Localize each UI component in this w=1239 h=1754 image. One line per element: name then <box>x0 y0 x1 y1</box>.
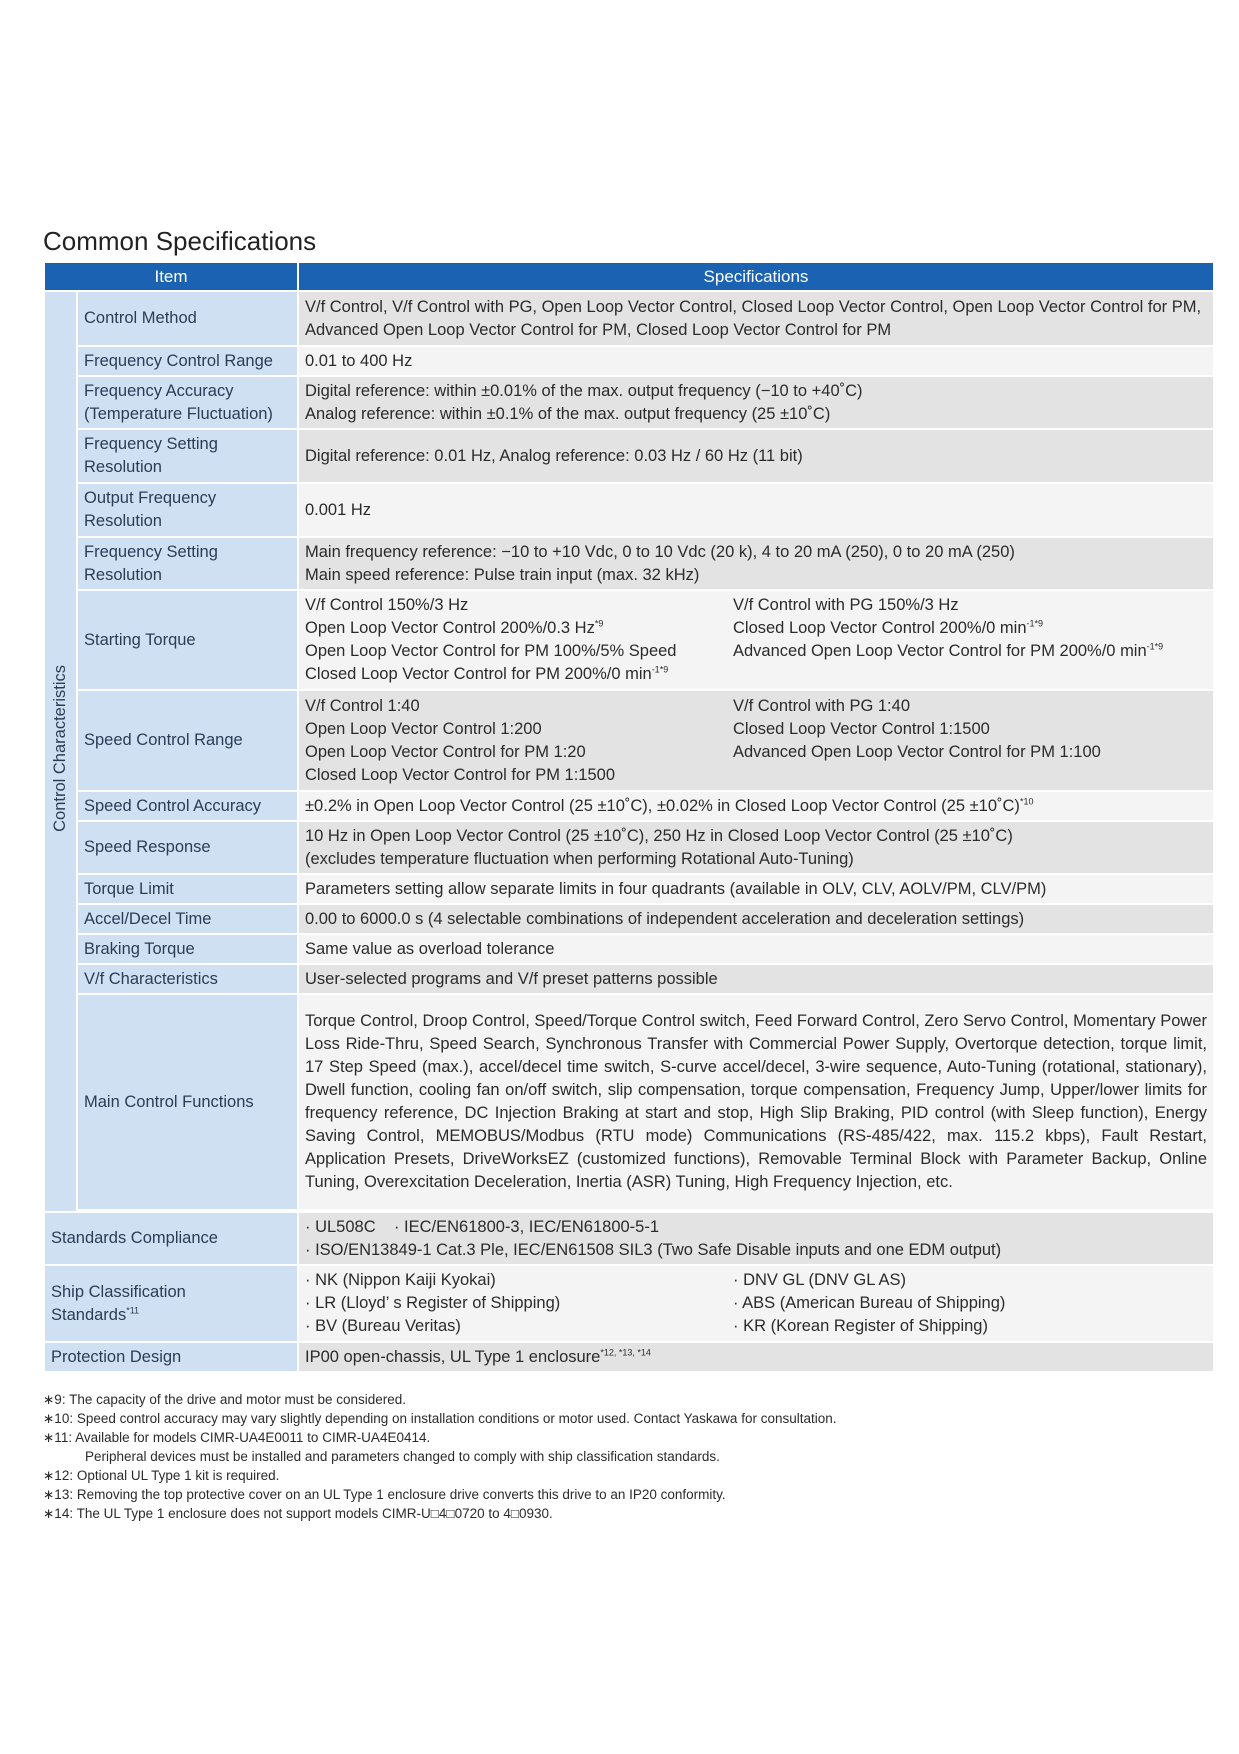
footnote-ref: -1*9 <box>651 664 669 675</box>
row-label: Speed Control Range <box>77 690 298 791</box>
row-label: Speed Response <box>77 821 298 874</box>
table-row <box>44 934 1214 964</box>
footnote: ∗13: Removing the top protective cover on an UL Type 1 enclosure drive converts this drive to an IP20 conformity. <box>43 1487 726 1502</box>
row-label <box>44 1265 298 1342</box>
group-label: Control Characteristics <box>51 664 69 832</box>
table-row <box>44 590 1214 690</box>
row-value-line: Open Loop Vector Control 1:200 <box>305 719 542 738</box>
row-value-line: Main speed reference: Pulse train input (max. 32 kHz) <box>305 565 700 584</box>
row-value: 0.01 to 400 Hz <box>298 346 1214 376</box>
footnote-ref: *9 <box>594 618 604 629</box>
row-value-line: · ISO/EN13849-1 Cat.3 Ple, IEC/EN61508 SIL3 (Two Safe Disable inputs and one EDM output) <box>305 1240 1002 1259</box>
row-label: Speed Control Accuracy <box>77 791 298 821</box>
row-value-line: Advanced Open Loop Vector Control for PM 1:100 <box>733 742 1101 761</box>
table-row <box>44 1212 1214 1265</box>
table-row <box>44 1342 1214 1372</box>
table-row <box>44 964 1214 994</box>
row-value: User-selected programs and V/f preset patterns possible <box>298 964 1214 994</box>
table-row <box>44 821 1214 874</box>
footnote: ∗12: Optional UL Type 1 kit is required. <box>43 1468 280 1483</box>
row-label: Main Control Functions <box>77 994 298 1210</box>
row-label: Torque Limit <box>77 874 298 904</box>
row-value-line: (excludes temperature fluctuation when performing Rotational Auto-Tuning) <box>305 849 854 868</box>
row-value-line: · IEC/EN61800-3, IEC/EN61800-5-1 <box>393 1217 660 1236</box>
row-value <box>298 1342 1214 1372</box>
row-label: Accel/Decel Time <box>77 904 298 934</box>
row-label: Control Method <box>77 291 298 346</box>
row-value-line: Closed Loop Vector Control 200%/0 min <box>733 619 1027 637</box>
row-label: Standards Compliance <box>44 1212 298 1265</box>
row-value: 0.001 Hz <box>298 483 1214 537</box>
footnote-ref: -1*9 <box>1146 641 1164 652</box>
table-row <box>44 690 1214 791</box>
group-cell <box>44 291 77 1212</box>
row-value: V/f Control, V/f Control with PG, Open Loop Vector Control, Closed Loop Vector Control, Open Loop Vector Control for PM, Advanced Open Loop Vector Control for PM, Closed Loop Vector Control for PM <box>298 291 1214 346</box>
row-label: Protection Design <box>44 1342 298 1372</box>
row-label <box>77 429 298 483</box>
row-value-line: Analog reference: within ±0.1% of the max. output frequency (25 ±10˚C) <box>305 404 831 423</box>
footnote-ref: *12, *13, *14 <box>600 1347 651 1357</box>
row-value-right-column <box>733 594 1184 686</box>
footnote: ∗9: The capacity of the drive and motor must be considered. <box>43 1392 407 1407</box>
row-label <box>77 376 298 429</box>
row-label-line: Frequency Setting <box>84 542 218 561</box>
spec-header: Specifications <box>298 262 1214 291</box>
row-value-line: Closed Loop Vector Control 1:1500 <box>733 719 990 738</box>
row-label <box>77 483 298 537</box>
row-value-line: V/f Control 1:40 <box>305 696 420 715</box>
footnote: ∗11: Available for models CIMR-UA4E0011 to CIMR-UA4E0414. <box>43 1430 431 1445</box>
row-label-line: Ship Classification <box>51 1282 186 1301</box>
row-value: Digital reference: 0.01 Hz, Analog reference: 0.03 Hz / 60 Hz (11 bit) <box>298 429 1214 483</box>
row-value-line: Open Loop Vector Control 200%/0.3 Hz <box>305 619 595 637</box>
row-value-line: · KR (Korean Register of Shipping) <box>733 1317 988 1335</box>
row-label-line: Standards <box>51 1305 127 1324</box>
row-value-line: Main frequency reference: −10 to +10 Vdc, 0 to 10 Vdc (20 k), 4 to 20 mA (250), 0 to 20 mA (250) <box>305 542 1015 561</box>
row-value-right-column <box>733 695 1184 787</box>
row-value-left-column <box>305 695 733 787</box>
row-value-line: 10 Hz in Open Loop Vector Control (25 ±10˚C), 250 Hz in Closed Loop Vector Control (25 ±10˚C) <box>305 826 1013 845</box>
row-value-text: IP00 open-chassis, UL Type 1 enclosure <box>305 1347 601 1366</box>
common-specifications-table <box>43 261 1215 1373</box>
table-row <box>44 904 1214 934</box>
row-label-line: Frequency Accuracy <box>84 381 234 400</box>
row-label-line: Resolution <box>84 512 162 530</box>
row-value-left-column <box>305 594 733 686</box>
row-value-line: · ABS (American Bureau of Shipping) <box>733 1294 1006 1312</box>
row-value-right-column <box>733 1269 1184 1338</box>
row-value-line: · NK (Nippon Kaiji Kyokai) <box>305 1271 496 1289</box>
footnote-ref: *10 <box>1019 796 1034 806</box>
row-value: Parameters setting allow separate limits in four quadrants (available in OLV, CLV, AOLV/PM, CLV/PM) <box>298 874 1214 904</box>
table-header-row <box>44 262 1214 291</box>
row-value-line: V/f Control 150%/3 Hz <box>305 596 469 614</box>
footnotes <box>43 1390 1213 1523</box>
row-value-line: V/f Control with PG 150%/3 Hz <box>733 596 959 614</box>
table-row <box>44 346 1214 376</box>
footnote: ∗10: Speed control accuracy may vary slightly depending on installation conditions or motor used. Contact Yaskawa for consultation. <box>43 1411 837 1426</box>
row-value <box>298 537 1214 590</box>
table-row <box>44 376 1214 429</box>
table-row <box>44 1265 1214 1342</box>
row-value-line: · LR (Lloyd’ s Register of Shipping) <box>305 1294 561 1312</box>
row-label: Braking Torque <box>77 934 298 964</box>
table-row <box>44 537 1214 590</box>
row-value <box>298 590 1214 690</box>
row-value-line: Closed Loop Vector Control for PM 200%/0 min <box>305 665 652 683</box>
row-value-line: · DNV GL (DNV GL AS) <box>733 1271 906 1289</box>
row-value-text: ±0.2% in Open Loop Vector Control (25 ±10˚C), ±0.02% in Closed Loop Vector Control (25 ±10˚C) <box>305 796 1020 815</box>
item-header: Item <box>44 262 298 291</box>
table-row <box>44 291 1214 346</box>
footnote: Peripheral devices must be installed and parameters changed to comply with ship classification standards. <box>85 1449 720 1464</box>
row-label-line: Resolution <box>84 458 162 476</box>
row-value-line: · BV (Bureau Veritas) <box>305 1317 461 1335</box>
row-value-line: Digital reference: within ±0.01% of the max. output frequency (−10 to +40˚C) <box>305 381 863 400</box>
row-label-line: Output Frequency <box>84 489 217 507</box>
row-value <box>298 791 1214 821</box>
row-label: V/f Characteristics <box>77 964 298 994</box>
table-row <box>44 874 1214 904</box>
row-label: Frequency Control Range <box>77 346 298 376</box>
footnote-ref: -1*9 <box>1026 618 1044 629</box>
row-value <box>298 1265 1214 1342</box>
row-label-line: (Temperature Fluctuation) <box>84 404 273 423</box>
row-value-line: Open Loop Vector Control for PM 1:20 <box>305 742 586 761</box>
footnote-ref: *11 <box>126 1305 140 1315</box>
table-row <box>44 483 1214 537</box>
table-row <box>44 791 1214 821</box>
row-value <box>298 376 1214 429</box>
row-value: Same value as overload tolerance <box>298 934 1214 964</box>
row-label-line: Resolution <box>84 565 162 584</box>
row-label-line: Frequency Setting <box>84 435 218 453</box>
row-label <box>77 537 298 590</box>
row-label: Starting Torque <box>77 590 298 690</box>
row-value <box>298 1212 1214 1265</box>
row-value <box>298 821 1214 874</box>
page-title: Common Specifications <box>43 226 317 256</box>
row-value: 0.00 to 6000.0 s (4 selectable combinations of independent acceleration and deceleration settings) <box>298 904 1214 934</box>
row-value: Torque Control, Droop Control, Speed/Torque Control switch, Feed Forward Control, Zero Servo Control, Momentary Power Loss Ride-Thru, Speed Search, Synchronous Transfer with Commercial Power Supply, Overtorque detection, torque limit, 17 Step Speed (max.), accel/decel time switch, S-curve accel/decel, 3-wire sequence, Auto-Tuning (rotational, stationary), Dwell function, cooling fan on/off switch, slip compensation, torque compensation, Frequency Jump, Upper/lower limits for frequency reference, DC Injection Braking at start and stop, High Slip Braking, PID control (with Sleep function), Energy Saving Control, MEMOBUS/Modbus (RTU mode) Communications (RS-485/422, max. 115.2 kbps), Fault Restart, Application Presets, DriveWorksEZ (customized functions), Removable Terminal Block with Parameter Backup, Online Tuning, Overexcitation Deceleration, Inertia (ASR) Tuning, High Frequency Injection, etc. <box>298 994 1214 1210</box>
table-row <box>44 429 1214 483</box>
footnote: ∗14: The UL Type 1 enclosure does not support models CIMR-U□4□0720 to 4□0930. <box>43 1506 553 1521</box>
row-value-line: Advanced Open Loop Vector Control for PM 200%/0 min <box>733 642 1147 660</box>
row-value-left-column <box>305 1269 733 1338</box>
row-value-line: Open Loop Vector Control for PM 100%/5% Speed <box>305 642 677 660</box>
row-value-line: V/f Control with PG 1:40 <box>733 696 910 715</box>
row-value-line: · UL508C <box>305 1217 376 1236</box>
table-row <box>44 994 1214 1210</box>
row-value <box>298 690 1214 791</box>
row-value-line: Closed Loop Vector Control for PM 1:1500 <box>305 765 616 784</box>
